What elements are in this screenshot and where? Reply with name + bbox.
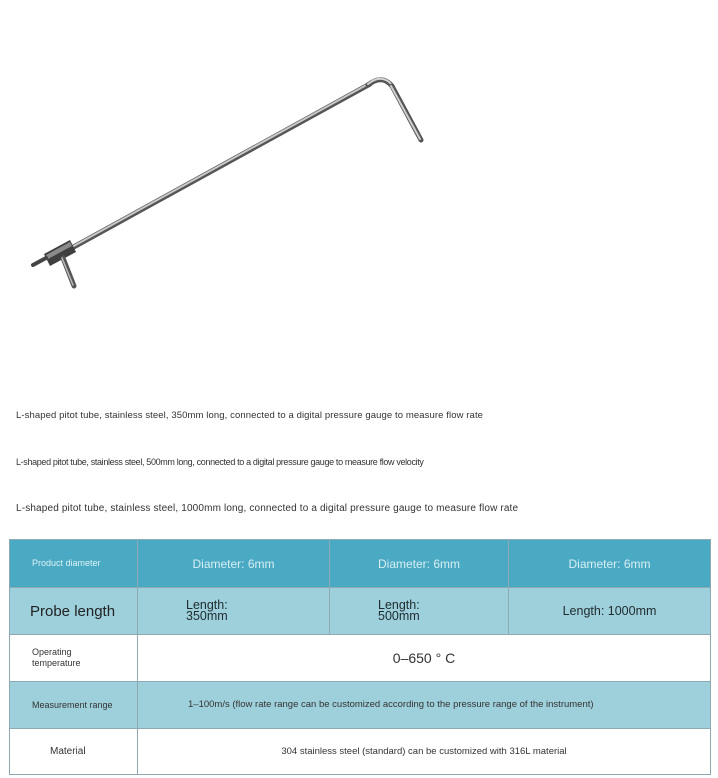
value-measurement-range: 1–100m/s (flow rate range can be customized according to the pressure range of the instrument) xyxy=(138,682,711,729)
value-diameter-500: Diameter: 6mm xyxy=(330,540,509,588)
length-350-line2: 350mm xyxy=(186,609,228,623)
label-probe-length: Probe length xyxy=(10,588,138,635)
label-operating-temperature-line1: Operating xyxy=(32,647,72,657)
value-diameter-350: Diameter: 6mm xyxy=(138,540,330,588)
value-length-500 xyxy=(330,588,509,635)
label-measurement-range: Measurement range xyxy=(10,682,138,729)
value-material: 304 stainless steel (standard) can be customized with 316L material xyxy=(138,729,711,775)
value-length-1000: Length: 1000mm xyxy=(509,588,711,635)
label-operating-temperature xyxy=(10,635,138,682)
length-500-line2: 500mm xyxy=(378,609,420,623)
caption-350mm: L-shaped pitot tube, stainless steel, 350mm long, connected to a digital pressure gauge to measure flow rate xyxy=(16,410,484,421)
row-probe-length xyxy=(10,588,711,635)
value-operating-temperature: 0–650 ° C xyxy=(138,635,711,682)
length-350-line1: Length: xyxy=(186,598,228,612)
row-product-diameter xyxy=(10,540,711,588)
value-diameter-1000: Diameter: 6mm xyxy=(509,540,711,588)
row-measurement-range xyxy=(10,682,711,729)
caption-1000mm: L-shaped pitot tube, stainless steel, 1000mm long, connected to a digital pressure gauge to measure flow rate xyxy=(16,503,519,514)
value-length-350 xyxy=(138,588,330,635)
label-material: Material xyxy=(10,729,138,775)
spec-table xyxy=(9,539,711,775)
label-product-diameter: Product diameter xyxy=(10,540,138,588)
pitot-tube-image xyxy=(33,79,421,286)
row-operating-temperature xyxy=(10,635,711,682)
label-operating-temperature-line2: temperature xyxy=(32,658,81,668)
caption-500mm: L-shaped pitot tube, stainless steel, 500mm long, connected to a digital pressure gauge to measure flow velocity xyxy=(16,457,424,467)
length-500-line1: Length: xyxy=(378,598,420,612)
row-material xyxy=(10,729,711,775)
